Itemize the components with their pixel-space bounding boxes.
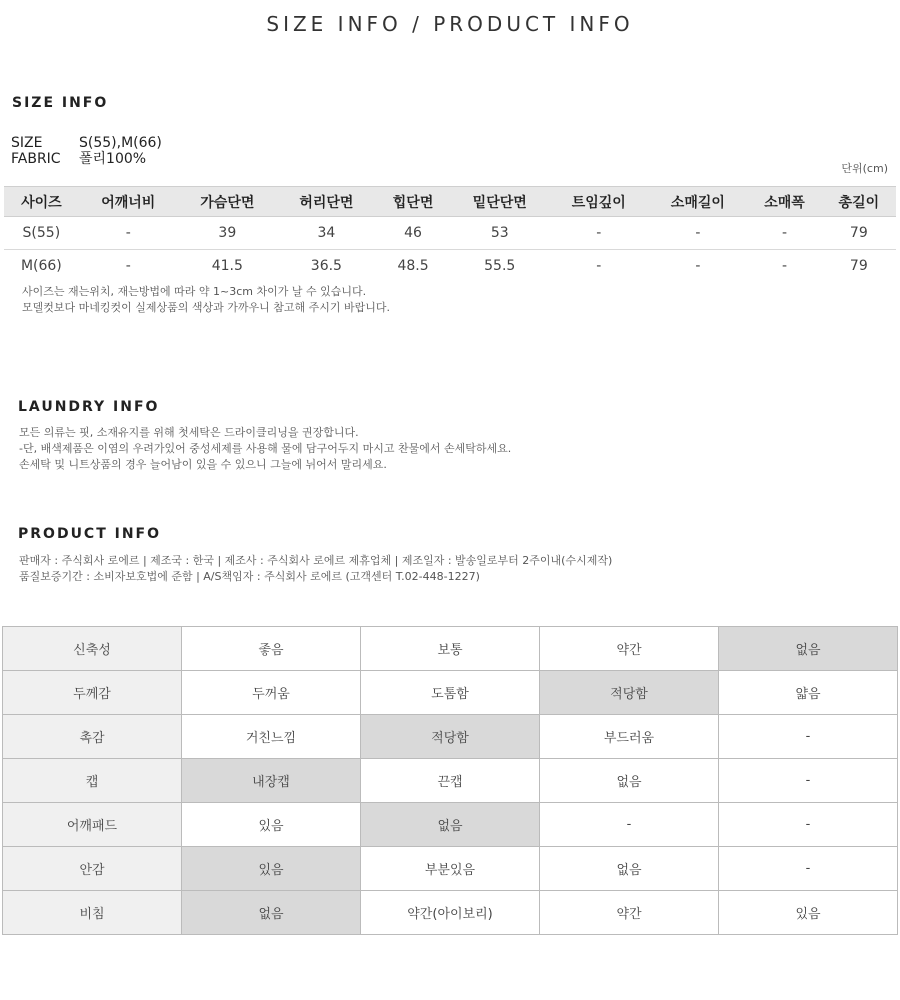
property-row: [3, 891, 898, 935]
size-header-cell: 소매폭: [747, 187, 821, 217]
property-option: 두꺼움: [182, 671, 361, 715]
property-option-selected: 적당함: [540, 671, 719, 715]
size-cell: S(55): [4, 217, 79, 250]
size-cell: -: [596, 258, 602, 274]
property-option: 부드러움: [540, 715, 719, 759]
fabric-row: [11, 151, 146, 167]
size-header-cell: 가슴단면: [178, 187, 277, 217]
size-cell: -: [648, 217, 747, 250]
size-cell: 39: [178, 217, 277, 250]
property-option: 있음: [182, 803, 361, 847]
property-row: [3, 847, 898, 891]
size-cell: M(66): [20, 258, 62, 274]
property-option: 도톰함: [361, 671, 540, 715]
property-label: 어깨패드: [3, 803, 182, 847]
size-table-header-row: [4, 187, 896, 217]
property-label: 비침: [3, 891, 182, 935]
property-option: 얇음: [719, 671, 898, 715]
property-label: 신축성: [3, 627, 182, 671]
size-info-title: SIZE INFO: [12, 95, 109, 111]
property-option-selected: 없음: [719, 627, 898, 671]
property-option-selected: 없음: [361, 803, 540, 847]
size-cell: 41.5: [211, 258, 243, 274]
fabric-value: 폴리100%: [79, 151, 147, 167]
size-cell: 46: [376, 217, 450, 250]
size-cell: -: [549, 217, 648, 250]
property-label: 촉감: [3, 715, 182, 759]
size-cell: 53: [450, 217, 549, 250]
property-option-selected: 있음: [182, 847, 361, 891]
property-option: 보통: [361, 627, 540, 671]
product-line: 품질보증기간 : 소비자보호법에 준함 | A/S책임자 : 주식회사 로에르 (고객센터 T.02-448-1227): [19, 570, 480, 583]
property-option: 있음: [719, 891, 898, 935]
size-cell: 79: [822, 217, 896, 250]
size-cell: 79: [849, 258, 868, 274]
laundry-line: -단, 배색제품은 이염의 우려가있어 중성세제를 사용해 물에 담구어두지 마시고 찬물에서 손세탁하세요.: [19, 442, 512, 455]
size-cell: -: [747, 217, 821, 250]
property-option: -: [719, 759, 898, 803]
property-row: [3, 627, 898, 671]
size-value: S(55),M(66): [79, 135, 162, 151]
size-cell: 55.5: [484, 258, 516, 274]
property-option: 없음: [540, 847, 719, 891]
size-label: SIZE: [11, 135, 43, 151]
page-title: SIZE INFO / PRODUCT INFO: [266, 12, 634, 36]
size-header-cell: 총길이: [822, 187, 896, 217]
size-note-line: 사이즈는 재는위치, 재는방법에 따라 약 1~3cm 차이가 날 수 있습니다.: [22, 285, 367, 298]
property-option: 부분있음: [361, 847, 540, 891]
property-label: 캡: [3, 759, 182, 803]
size-header-cell: 밑단단면: [450, 187, 549, 217]
property-row: [3, 715, 898, 759]
property-option-selected: 적당함: [361, 715, 540, 759]
product-info-title: PRODUCT INFO: [18, 526, 162, 542]
size-table: [4, 186, 896, 282]
size-notes: [22, 284, 390, 316]
size-cell: -: [79, 217, 178, 250]
size-cell: -: [125, 258, 131, 274]
unit-label: 단위(cm): [841, 162, 888, 175]
property-label: 안감: [3, 847, 182, 891]
property-option: -: [719, 847, 898, 891]
size-row: [11, 135, 162, 151]
size-header-cell: 소매길이: [648, 187, 747, 217]
size-cell: 34: [277, 217, 376, 250]
size-header-cell: 허리단면: [277, 187, 376, 217]
product-notes: [19, 553, 612, 585]
property-option: -: [719, 715, 898, 759]
laundry-line: 모든 의류는 핏, 소재유지를 위해 첫세탁은 드라이클리닝을 권장합니다.: [19, 426, 359, 439]
size-header-cell: 트임깊이: [549, 187, 648, 217]
property-table: [2, 626, 898, 935]
property-option: 거친느낌: [182, 715, 361, 759]
size-header-cell: 사이즈: [4, 187, 79, 217]
property-option: -: [719, 803, 898, 847]
property-label: 두께감: [3, 671, 182, 715]
property-option-selected: 내장캡: [182, 759, 361, 803]
size-header-cell: 힙단면: [376, 187, 450, 217]
property-option: 약간: [540, 891, 719, 935]
size-table-row: [4, 250, 896, 283]
property-option-selected: 없음: [182, 891, 361, 935]
property-row: [3, 759, 898, 803]
property-row: [3, 671, 898, 715]
property-option: 약간(아이보리): [361, 891, 540, 935]
property-option: 약간: [540, 627, 719, 671]
size-cell: 48.5: [397, 258, 429, 274]
size-cell: 36.5: [310, 258, 342, 274]
size-note-line: 모델컷보다 마네킹컷이 실제상품의 색상과 가까우니 참고해 주시기 바랍니다.: [22, 301, 391, 314]
product-line: 판매자 : 주식회사 로에르 | 제조국 : 한국 | 제조사 : 주식회사 로에르 제휴업체 | 제조일자 : 발송일로부터 2주이내(수시제작): [19, 554, 613, 567]
laundry-line: 손세탁 및 니트상품의 경우 늘어남이 있을 수 있으니 그늘에 뉘어서 말리세요.: [19, 458, 387, 471]
size-header-cell: 어깨너비: [79, 187, 178, 217]
property-row: [3, 803, 898, 847]
size-cell: -: [782, 258, 788, 274]
size-cell: -: [695, 258, 701, 274]
laundry-info-title: LAUNDRY INFO: [18, 399, 160, 415]
fabric-label: FABRIC: [11, 151, 61, 167]
property-option: 끈캡: [361, 759, 540, 803]
size-table-row: [4, 217, 896, 250]
property-option: 좋음: [182, 627, 361, 671]
laundry-notes: [19, 425, 511, 473]
property-option: -: [540, 803, 719, 847]
property-option: 없음: [540, 759, 719, 803]
